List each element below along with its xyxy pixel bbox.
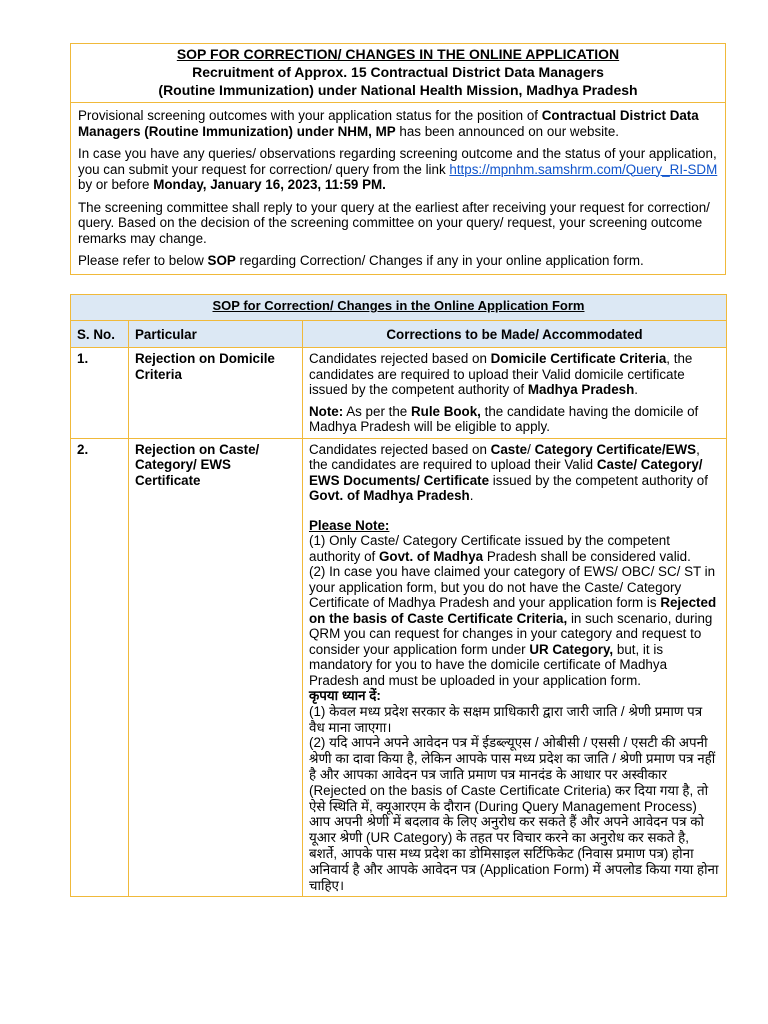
row-note: Note: As per the Rule Book, the candidate having the domicile of Madhya Pradesh will be eligible to apply. <box>309 403 699 434</box>
notice-subtitle-1: Recruitment of Approx. 15 Contractual District Data Managers <box>192 64 604 80</box>
table-row <box>71 348 727 439</box>
row-sno: 1. <box>71 348 129 439</box>
notice-box <box>70 43 726 275</box>
notice-paragraph-3: The screening committee shall reply to your query at the earliest after receiving your request for correction/ query. Based on the decision of the screening committee on your query/ request, your screening outcome remarks may change. <box>78 199 710 246</box>
query-link[interactable]: https://mpnhm.samshrm.com/Query_RI-SDM <box>449 161 718 177</box>
row-particular: Rejection on Caste/ Category/ EWS Certificate <box>129 438 303 897</box>
table-header-row <box>71 320 727 348</box>
header-corrections: Corrections to be Made/ Accommodated <box>303 320 727 348</box>
hindi-note-item-1: (1) केवल मध्य प्रदेश सरकार के सक्षम प्राधिकारी द्वारा जारी जाति / श्रेणी प्रमाण पत्र वैध माना जाएगा। <box>309 703 703 735</box>
notice-paragraph-4: Please refer to below SOP regarding Correction/ Changes if any in your online application form. <box>78 253 644 268</box>
sop-table <box>70 294 727 897</box>
row-sno: 2. <box>71 438 129 897</box>
notice-subtitle-2: (Routine Immunization) under National Health Mission, Madhya Pradesh <box>158 82 638 98</box>
row-particular: Rejection on Domicile Criteria <box>129 348 303 439</box>
note-item-2: (2) In case you have claimed your category of EWS/ OBC/ SC/ ST in your application form, but you do not have the Caste/ Category Certificate of Madhya Pradesh and your application form is Rejected on the basis of Caste Certificate Criteria, in such scenario, during QRM you can request for changes in your category and request to consider your application form under UR Category, but, it is mandatory for you to have the domicile certificate of Madhya Pradesh and must be uploaded in your application form. <box>309 564 717 688</box>
notice-title: SOP FOR CORRECTION/ CHANGES IN THE ONLINE APPLICATION <box>176 46 620 62</box>
notice-paragraph-1: Provisional screening outcomes with your application status for the position of Contractual District Data Managers (Routine Immunization) under NHM, MP has been announced on our website. <box>78 108 699 139</box>
header-particular: Particular <box>129 320 303 348</box>
header-sno: S. No. <box>71 320 129 348</box>
note-item-1: (1) Only Caste/ Category Certificate issued by the competent authority of Govt. of Madhya Pradesh shall be considered valid. <box>309 533 691 564</box>
please-note-heading: Please Note: <box>309 517 390 533</box>
notice-body <box>71 103 725 274</box>
hindi-note-heading: कृपया ध्यान दें: <box>309 688 381 703</box>
notice-paragraph-2: In case you have any queries/ observations regarding screening outcome and the status of your application, you can submit your request for correction/ query from the link https://mpnhm.samshrm.com/Query_RI-SDM by or before Monday, January 16, 2023, 11:59 PM. <box>78 146 718 192</box>
table-row <box>71 438 727 897</box>
table-title: SOP for Correction/ Changes in the Online Application Form <box>71 295 727 321</box>
row-corrections: Candidates rejected based on Domicile Certificate Criteria, the candidates are required to upload their Valid domicile certificate issued by the competent authority of Madhya Pradesh. Note: As per the Rule Book, the candidate having the domicile of Madhya Pradesh will be eligible to apply. <box>303 348 727 439</box>
deadline: Monday, January 16, 2023, 11:59 PM. <box>153 177 386 192</box>
row-corrections: Candidates rejected based on Caste/ Category Certificate/EWS, the candidates are required to upload their Valid Caste/ Category/ EWS Documents/ Certificate issued by the competent authority of Govt. of Madhya Pradesh. Please Note: (1) Only Caste/ Category Certificate issued by the competent authority of Govt. of Madhya Pradesh shall be considered valid. (2) In case you have claimed your category of EWS/ OBC/ SC/ ST in your application form, but you do not have the Caste/ Category Certificate of Madhya Pradesh and your application form is Rejected on the basis of Caste Certificate Criteria, in such scenario, during QRM you can request for changes in your category and request to consider your application form under UR Category, but, it is mandatory for you to have the domicile certificate of Madhya Pradesh and must be uploaded in your application form. कृपया ध्यान दें: (1) केवल मध्य प्रदेश सरकार के सक्षम प्राधिकारी द्वारा जारी जाति / श्रेणी प्रमाण पत्र वैध माना जाएगा। (2) यदि आपने अपने आवेदन पत्र में ईडब्ल्यूएस / ओबीसी / एससी / एसटी की अपनी श्रेणी का दावा किया है, लेकिन आपके पास मध्य प्रदेश का जाति / श्रेणी प्रमाण पत्र नहीं है और आपका आवेदन पत्र जाति प्रमाण पत्र मानदंड के आधार पर अस्वीकार (Rejected on the basis of Caste Certificate Criteria) कर दिया गया है, तो ऐसे स्थिति में, क्यूआरएम के दौरान (During Query Management Process) आप अपनी श्रेणी में बदलाव के लिए अनुरोध कर सकते हैं और अपने आवेदन पत्र को यूआर श्रेणी (UR Category) के तहत पर विचार करने का अनुरोध कर सकते है, बशर्ते, आपके पास मध्य प्रदेश का डोमिसाइल सर्टिफिकेट (निवास प्रमाण पत्र) होना अनिवार्य है और आपके आवेदन पत्र (Application Form) में अपलोड किया गया होना चाहिए। <box>303 438 727 897</box>
notice-header <box>71 44 725 103</box>
table-title-row <box>71 295 727 321</box>
hindi-note-item-2: (2) यदि आपने अपने आवेदन पत्र में ईडब्ल्यूएस / ओबीसी / एससी / एसटी की अपनी श्रेणी का दावा किया है, लेकिन आपके पास मध्य प्रदेश का जाति / श्रेणी प्रमाण पत्र नहीं है और आपका आवेदन पत्र जाति प्रमाण पत्र मानदंड के आधार पर अस्वीकार (Rejected on the basis of Caste Certificate Criteria) कर दिया गया है, तो ऐसे स्थिति में, क्यूआरएम के दौरान (During Query Management Process) आप अपनी श्रेणी में बदलाव के लिए अनुरोध कर सकते हैं और अपने आवेदन पत्र को यूआर श्रेणी (UR Category) के तहत पर विचार करने का अनुरोध कर सकते है, बशर्ते, आपके पास मध्य प्रदेश का डोमिसाइल सर्टिफिकेट (निवास प्रमाण पत्र) होना अनिवार्य है और आपके आवेदन पत्र (Application Form) में अपलोड किया गया होना चाहिए। <box>309 735 719 893</box>
